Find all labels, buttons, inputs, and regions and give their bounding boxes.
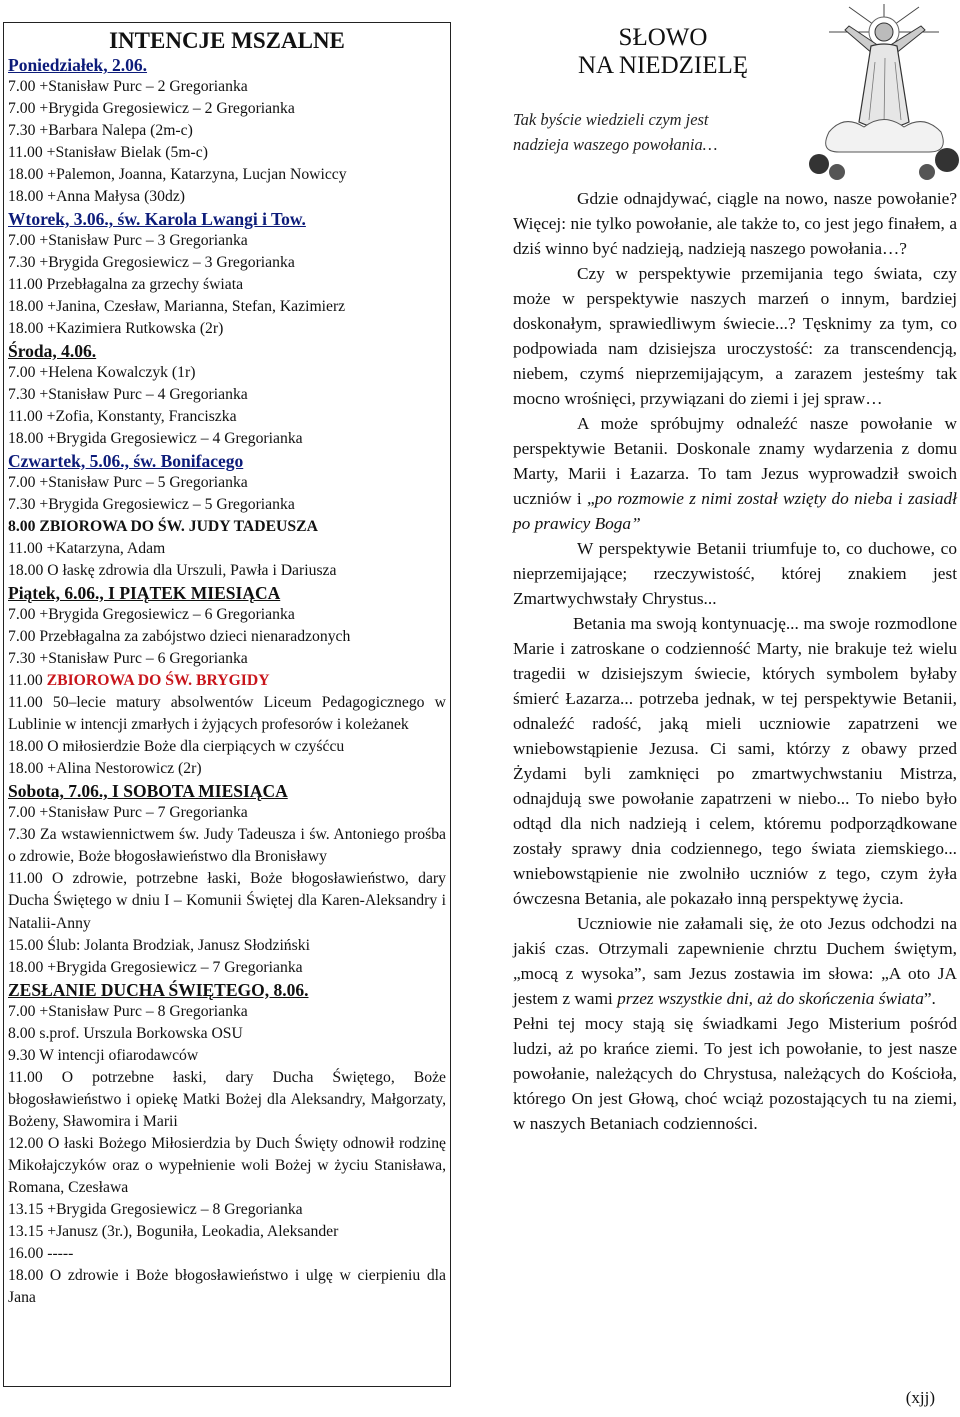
intention-item: 7.00 +Stanisław Purc – 2 Gregorianka [8,78,248,95]
intention-item: 9.30 W intencji ofiarodawców [8,1046,199,1064]
intention-time: 11.00 [8,672,47,689]
motto-line: nadzieja waszego powołania… [513,135,718,154]
intention-item: 7.00 +Helena Kowalczyk (1r) [8,364,196,381]
intention-item: 13.15 +Brygida Gregosiewicz – 8 Gregorianka [8,1201,303,1219]
intention-item: 18.00 +Alina Nestorowicz (2r) [8,760,202,778]
intention-item: 7.00 +Stanisław Purc – 3 Gregorianka [8,232,248,249]
intention-item: 18.00 O miłosierdzie Boże dla cierpiących w czyśćcu [8,738,345,756]
intention-item: 16.00 ----- [8,1245,74,1263]
intention-item: 7.00 +Brygida Gregosiewicz – 6 Gregorianka [8,606,295,623]
intention-paragraph: 18.00 O zdrowie i Boże błogosławieństwo i ulgę w cierpieniu dla Jana [8,1267,446,1307]
sunday-word-column [513,0,957,1417]
intention-item: 7.30 +Stanisław Purc – 4 Gregorianka [8,386,248,403]
sunday-word-title [513,24,813,80]
intention-item: 18.00 +Brygida Gregosiewicz – 7 Gregorianka [8,958,303,976]
intention-paragraph: 7.30 Za wstawiennictwem św. Judy Tadeusza i św. Antoniego prośba o zdrowie, Boże błogosławieństwo dla Bronisławy [8,826,446,866]
intention-item: 11.00 Przebłagalna za grzechy świata [8,276,244,293]
intention-item: 7.00 +Stanisław Purc – 7 Gregorianka [8,804,248,822]
body-text: ”. [923,989,936,1008]
intention-item: 7.00 Przebłagalna za zabójstwo dzieci nienaradzonych [8,628,351,645]
day-heading-thursday: Czwartek, 5.06., św. Bonifacego [8,451,244,471]
intention-paragraph: 12.00 O łaski Bożego Miłosierdzia by Duch Święty odnowił rodzinę Mikołajczyków oraz o wypełnienie woli Bożej w życiu Stanisława, Romana, Czesława [8,1134,446,1197]
intention-item: 18.00 +Palemon, Joanna, Katarzyna, Lucjan Nowiccy [8,166,347,183]
body-paragraph [513,911,957,1011]
jesus-ascension-icon [809,2,959,180]
body-quote-italic: po rozmowie z nimi został wzięty do nieba i zasiadł po prawicy Boga” [513,489,957,533]
title-line: NA NIEDZIELĘ [577,52,749,79]
intention-item: 7.00 +Stanisław Purc – 5 Gregorianka [8,474,248,491]
intention-paragraph: 11.00 O zdrowie, potrzebne łaski, Boże błogosławieństwo, dary Ducha Świętego w dniu I – Komunii Świętej dla Karen-Aleksandry i Natalii-Anny [8,870,446,932]
intention-paragraph: 11.00 50–lecie matury absolwentów Liceum Pedagogicznego w Lublinie w intencji zmarłych i żyjących profesorów i koleżanek [8,694,446,734]
intention-item: 18.00 +Janina, Czesław, Marianna, Stefan, Kazimierz [8,298,346,315]
day-heading-wednesday: Środa, 4.06. [8,341,97,361]
intention-item: 18.00 +Brygida Gregosiewicz – 4 Gregorianka [8,430,303,447]
intention-item: 7.00 +Stanisław Purc – 8 Gregorianka [8,1002,248,1020]
sunday-word-body [513,186,957,1136]
intention-item: 7.30 +Barbara Nalepa (2m-c) [8,122,193,139]
body-paragraph: Gdzie odnajdywać, ciągle na nowo, nasze powołanie? Więcej: nie tylko powołanie, ale także to, co jest jego finałem, a dziś winno być nadzieją, nadzieją naszego powołania…? [513,189,957,258]
motto-quote [513,107,803,157]
day-heading-monday: Poniedziałek, 2.06. [8,55,148,75]
body-paragraph: Czy w perspektywie przemijania tego świata, czy może w perspektywie naszych marzeń o innym, bardziej doskonałym, sprawiedliwym świecie...? Tęsknimy za tym, co podpowiada nam dzisiejsza uroczystość: za transcendencją, niebem, czymś nieprzemijającym, a zarazem jesteśmy tak mocno wrośnięci, przywiązani do ziemi i jej spraw… [513,264,957,408]
day-heading-friday: Piątek, 6.06., I PIĄTEK MIESIĄCA [8,583,281,603]
title-line: SŁOWO [618,24,708,51]
intention-item: 7.00 +Brygida Gregosiewicz – 2 Gregorianka [8,100,295,117]
day-heading-saturday: Sobota, 7.06., I SOBOTA MIESIĄCA [8,781,288,802]
body-text: A może spróbujmy odnaleźć nasze powołanie w perspektywie Betanii. Doskonale znamy wydarzenia z domu Marty, Marii i Łazarza. To tam Jezus wyprowadził swoich uczniów i „ [513,414,957,508]
intention-item: 13.15 +Janusz (3r.), Boguniła, Leokadia, Aleksander [8,1223,339,1241]
intention-item: 11.00 +Zofia, Konstanty, Franciszka [8,408,237,425]
motto-line: Tak byście wiedzieli czym jest [513,110,709,129]
intention-collective-label: ZBIOROWA DO ŚW. BRYGIDY [46,672,270,689]
day-heading-pentecost: ZESŁANIE DUCHA ŚWIĘTEGO, 8.06. [8,979,309,1000]
intention-item: 18.00 +Anna Małysa (30dz) [8,188,186,205]
intention-item-collective-red [8,670,446,692]
body-text: Uczniowie nie załamali się, że oto Jezus odchodzi na jakiś czas. Otrzymali zapewnienie chrztu Duchem świętym, „mocą z wysoka”, sam Jezus zostawia im słowa: „A oto JA jestem z wami [513,914,957,1008]
day-heading-tuesday: Wtorek, 3.06., św. Karola Lwangi i Tow. [8,209,306,229]
intention-item: 8.00 s.prof. Urszula Borkowska OSU [8,1024,243,1042]
intention-item: 7.30 +Stanisław Purc – 6 Gregorianka [8,650,248,667]
intention-item: 11.00 +Stanisław Bielak (5m-c) [8,144,208,161]
intention-item: 7.30 +Brygida Gregosiewicz – 3 Gregorianka [8,254,295,271]
intention-item: 11.00 +Katarzyna, Adam [8,540,166,557]
body-paragraph: Pełni tej mocy stają się świadkami Jego Misterium pośród ludzi, aż po krańce ziemi. To jest ich powołanie, to jest nasze powołanie, należących do Chrystusa, należących do Kościoła, którego On jest Głową, choć wciąż pozostających tu na ziemi, w naszych Betaniach codzienności. [513,1014,957,1133]
intention-paragraph: 11.00 O potrzebne łaski, dary Ducha Świętego, Boże błogosławieństwo i opiekę Matki Bożej dla Aleksandry, Małgorzaty, Bożeny, Sławomira i Marii [8,1068,446,1130]
intentions-box [3,22,451,1387]
intentions-title: INTENCJE MSZALNE [109,28,345,53]
intention-item: 15.00 Ślub: Jolanta Brodziak, Janusz Słodziński [8,936,310,954]
body-quote-italic: przez wszystkie dni, aż do skończenia świata [617,989,924,1008]
body-paragraph [513,411,957,536]
intention-item: 7.30 +Brygida Gregosiewicz – 5 Gregorianka [8,496,295,513]
author-signature: (xjj) [905,1388,935,1407]
intention-item-collective: 8.00 ZBIOROWA DO ŚW. JUDY TADEUSZA [8,518,318,535]
intention-item: 18.00 +Kazimiera Rutkowska (2r) [8,320,224,337]
body-paragraph: W perspektywie Betanii triumfuje to, co duchowe, co nieprzemijające; rzeczywistość, której znakiem jest Zmartwychwstały Chrystus... [513,539,957,608]
body-paragraph: Betania ma swoją kontynuację... ma swoje rozmodlone Marie i zatroskane o codzienność Marty, nie brakuje też wielu tragedii w dzisiejszym świecie, których symbolem byłaby śmierć Łazarza... potrzeba jednak, w tej perspektywie Betanii, odnaleźć radość, jaką mieli uczniowie zapatrzeni we wniebowstąpienie Jezusa. Ci sami, którzy z obawy przed Żydami byli zamknięci po zmartwychwstaniu Mistrza, odnajdują swe powołanie zapatrzeni w niebo... To niebo było odtąd dla nich nadzieją i celem, któremu podporządkowane zostały sprawy dnia codziennego, tego świata ziemskiego... wniebowstąpienie nie zwolniło uczniów z tego, czym żyła ówczesna Betania, ale pokazało inną perspektywę życia. [513,614,957,908]
intention-item: 18.00 O łaskę zdrowia dla Urszuli, Pawła i Dariusza [8,562,337,579]
